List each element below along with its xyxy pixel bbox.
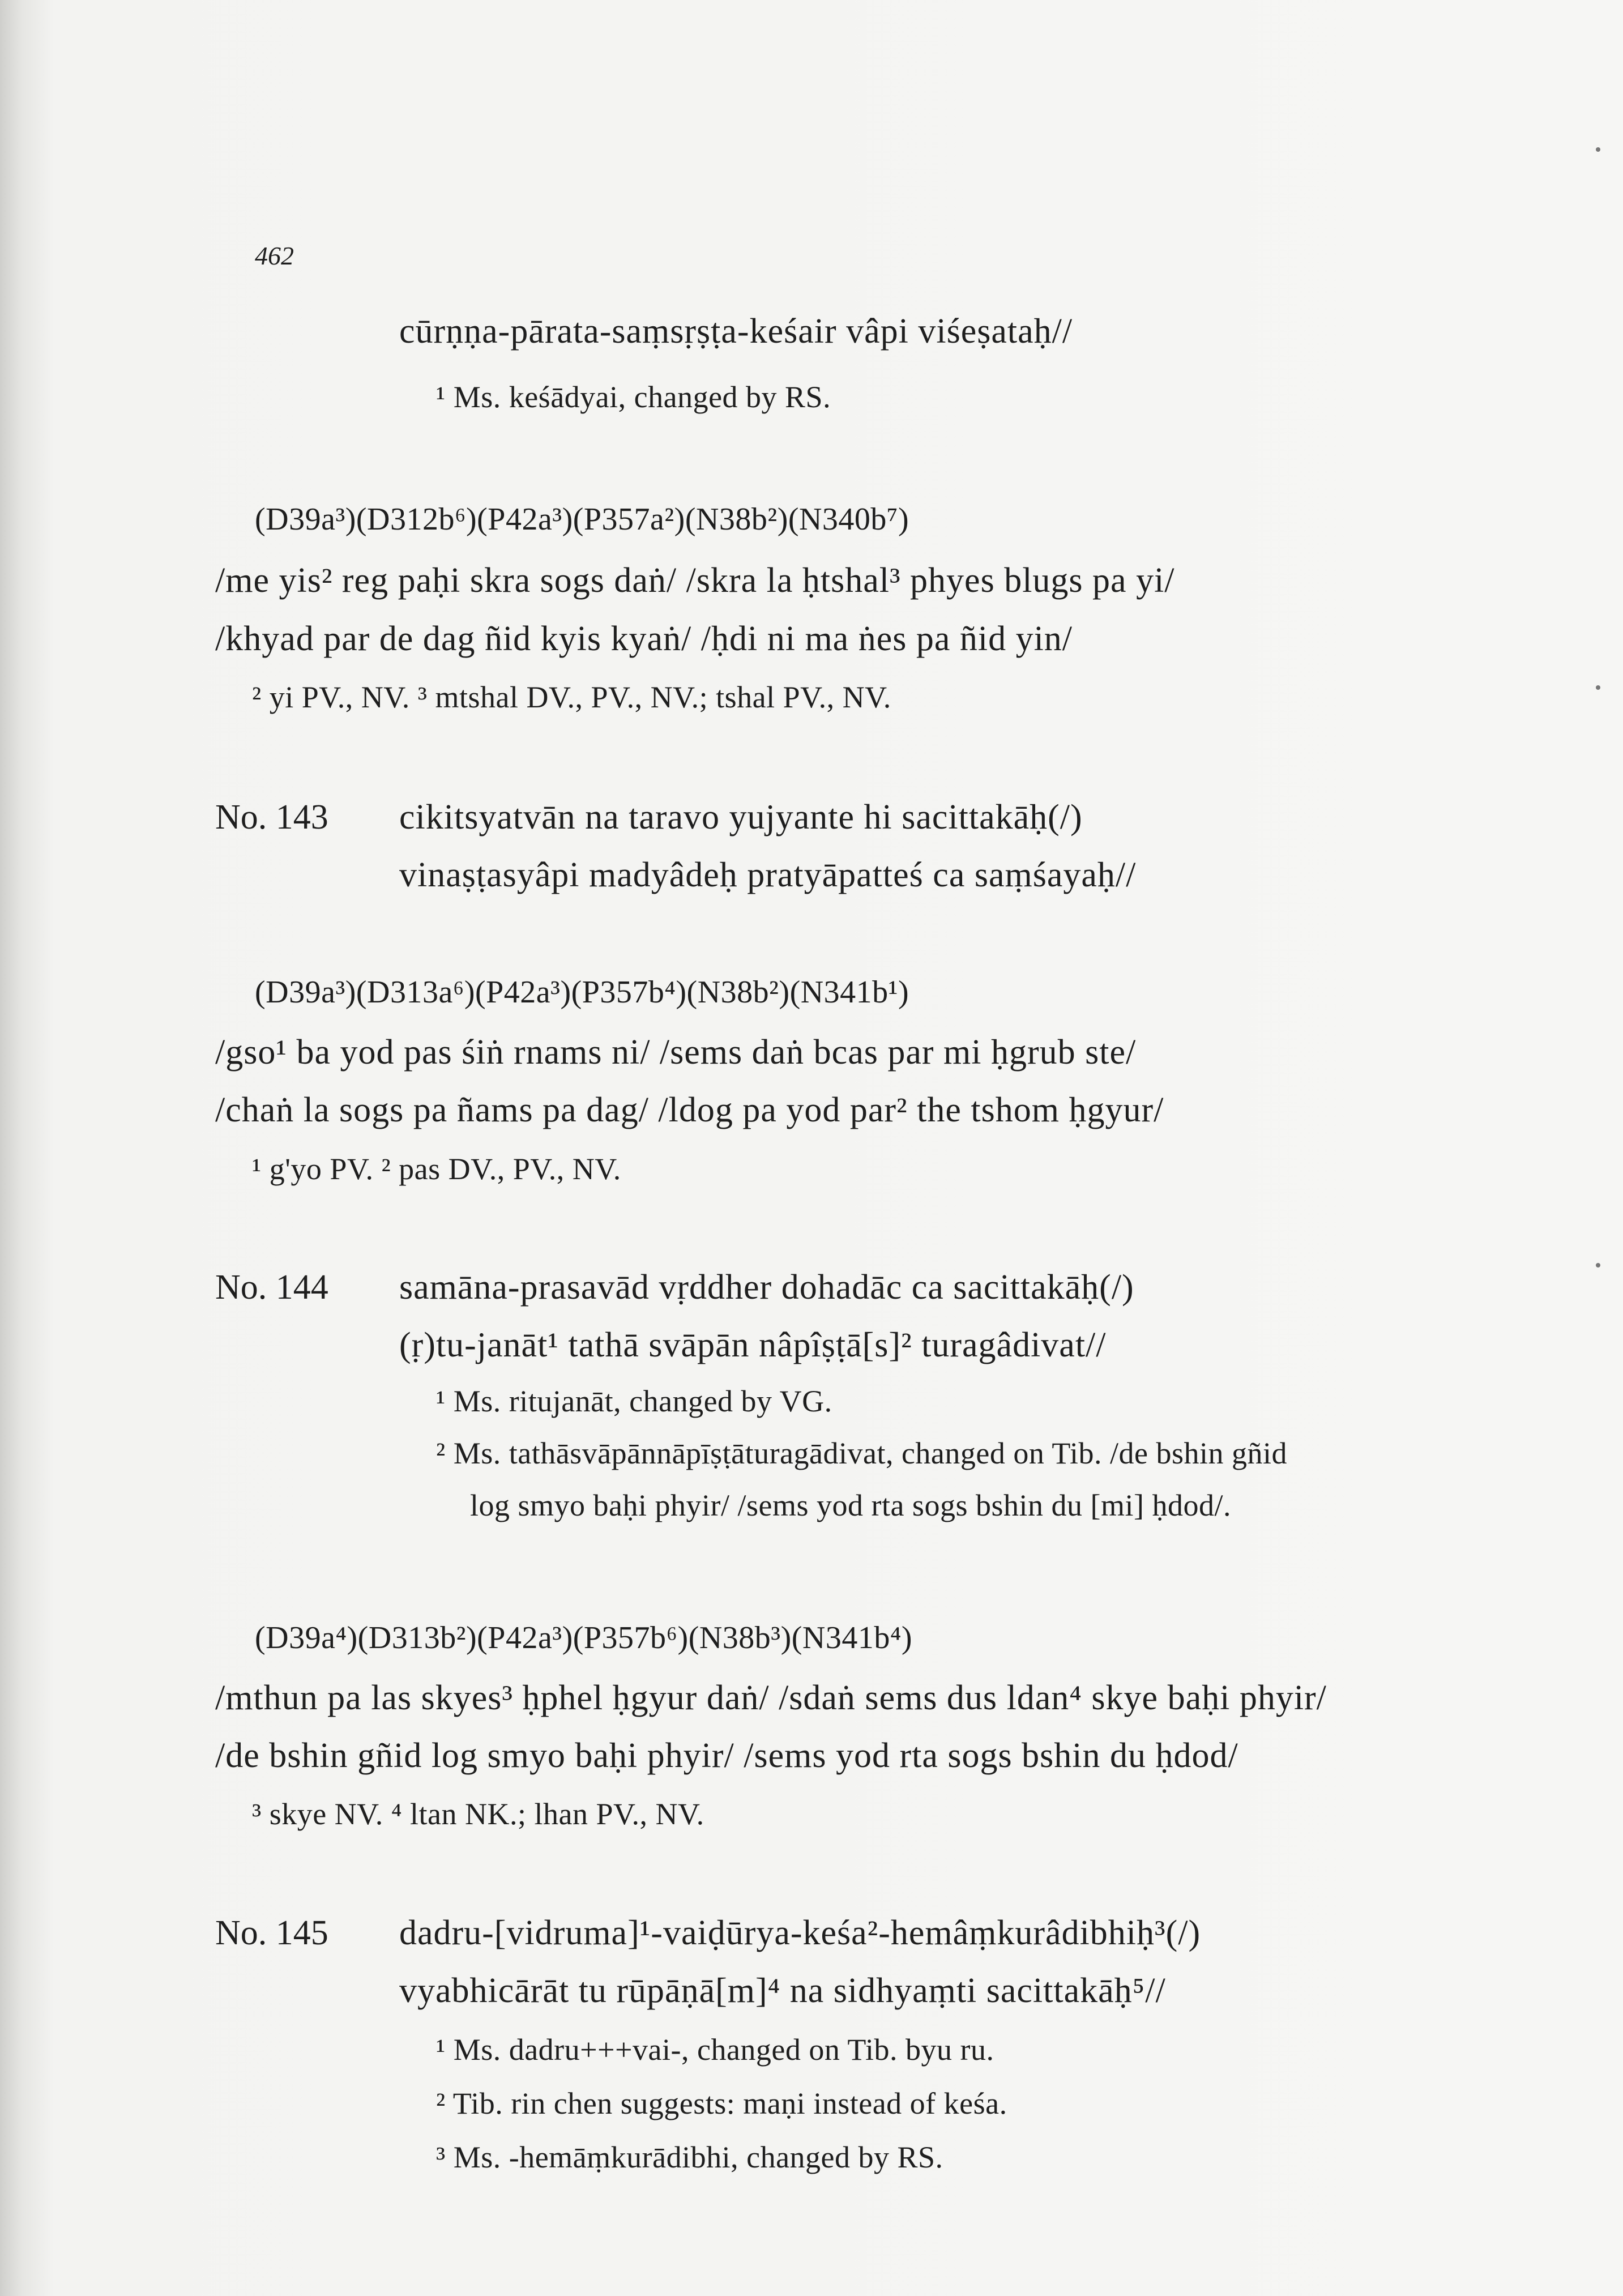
scan-speck (1596, 147, 1600, 152)
page-number: 462 (255, 241, 294, 270)
verse-line: samāna-prasavād vṛddher dohadāc ca sacittakāḥ(/) (399, 1268, 1134, 1307)
tibetan-line: /chaṅ la sogs pa ñams pa dag/ /ldog pa yod par² the tshom ḥgyur/ (215, 1091, 1164, 1129)
footnote: ¹ Ms. ritujanāt, changed by VG. (436, 1384, 832, 1418)
footnote: ¹ Ms. dadru+++vai-, changed on Tib. byu ru. (436, 2033, 994, 2067)
sigla-line: (D39a³)(D313a⁶)(P42a³)(P357b⁴)(N38b²)(N341b¹) (255, 975, 909, 1010)
footnote: ³ skye NV. ⁴ ltan NK.; lhan PV., NV. (252, 1797, 704, 1831)
scan-speck (1596, 1263, 1600, 1268)
verse-number: No. 145 (215, 1914, 328, 1952)
verse-line: cūrṇṇa-pārata-saṃsṛṣṭa-keśair vâpi viśeṣataḥ// (399, 312, 1073, 351)
sigla-line: (D39a⁴)(D313b²)(P42a³)(P357b⁶)(N38b³)(N341b⁴) (255, 1620, 912, 1655)
verse-line: vinaṣṭasyâpi madyâdeḥ pratyāpatteś ca saṃśayaḥ// (399, 856, 1137, 894)
scan-speck (1596, 685, 1600, 690)
tibetan-line: /gso¹ ba yod pas śiṅ rnams ni/ /sems daṅ bcas par mi ḥgrub ste/ (215, 1033, 1137, 1072)
footnote: ² Tib. rin chen suggests: maṇi instead of keśa. (436, 2086, 1007, 2120)
verse-number: No. 144 (215, 1268, 328, 1307)
tibetan-line: /de bshin gñid log smyo baḥi phyir/ /sems yod rta sogs bshin du ḥdod/ (215, 1736, 1238, 1775)
tibetan-line: /khyad par de dag ñid kyis kyaṅ/ /ḥdi ni ma ṅes pa ñid yin/ (215, 620, 1073, 658)
footnote: ² yi PV., NV. ³ mtshal DV., PV., NV.; tshal PV., NV. (252, 680, 891, 714)
verse-line: (ṛ)tu-janāt¹ tathā svāpān nâpîṣṭā[s]² turagâdivat// (399, 1326, 1107, 1364)
sigla-line: (D39a³)(D312b⁶)(P42a³)(P357a²)(N38b²)(N340b⁷) (255, 502, 909, 537)
verse-line: vyabhicārāt tu rūpāṇā[m]⁴ na sidhyaṃti sacittakāḥ⁵// (399, 1971, 1166, 2010)
verse-line: dadru-[vidruma]¹-vaiḍūrya-keśa²-hemâṃkurâdibhiḥ³(/) (399, 1914, 1201, 1952)
verse-line: cikitsyatvān na taravo yujyante hi sacittakāḥ(/) (399, 798, 1083, 837)
verse-number: No. 143 (215, 798, 328, 837)
footnote: ¹ g'yo PV. ² pas DV., PV., NV. (252, 1152, 621, 1186)
tibetan-line: /mthun pa las skyes³ ḥphel ḥgyur daṅ/ /sdaṅ sems dus ldan⁴ skye baḥi phyir/ (215, 1679, 1327, 1717)
footnote: ² Ms. tathāsvāpānnāpīṣṭāturagādivat, changed on Tib. /de bshin gñid (436, 1436, 1287, 1470)
footnote-continuation: log smyo baḥi phyir/ /sems yod rta sogs bshin du [mi] ḥdod/. (470, 1488, 1231, 1522)
footnote: ³ Ms. -hemāṃkurādibhi, changed by RS. (436, 2140, 943, 2174)
tibetan-line: /me yis² reg paḥi skra sogs daṅ/ /skra la ḥtshal³ phyes blugs pa yi/ (215, 561, 1175, 600)
footnote: ¹ Ms. keśādyai, changed by RS. (436, 380, 831, 414)
